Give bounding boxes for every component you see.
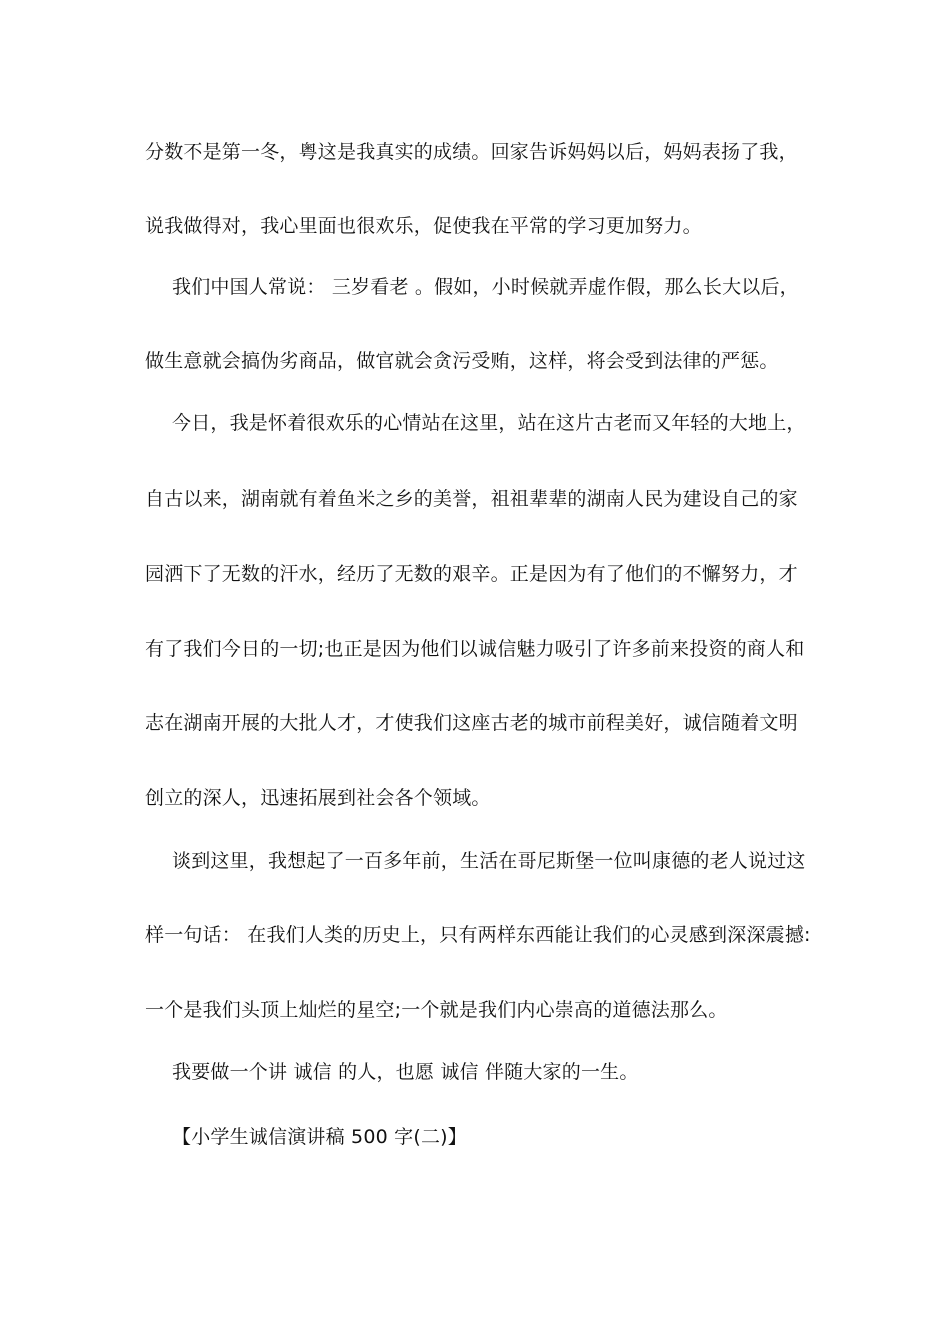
text-line-9: 志在湖南开展的大批人才，才使我们这座古老的城市前程美好，诚信随着文明: [145, 712, 798, 734]
text-line-6: 自古以来，湖南就有着鱼米之乡的美誉，祖祖辈辈的湖南人民为建设自己的家: [145, 488, 798, 510]
text-line-4: 做生意就会搞伪劣商品，做官就会贪污受贿，这样，将会受到法律的严惩。: [145, 350, 779, 372]
text-line-3: 我们中国人常说： 三岁看老 。假如，小时候就弄虚作假，那么长大以后，: [172, 276, 799, 298]
text-line-8: 有了我们今日的一切;也正是因为他们以诚信魅力吸引了许多前来投资的商人和: [145, 638, 805, 660]
text-line-11: 谈到这里，我想起了一百多年前，生活在哥尼斯堡一位叫康德的老人说过这: [172, 850, 806, 872]
text-line-5: 今日，我是怀着很欢乐的心情站在这里，站在这片古老而又年轻的大地上，: [172, 412, 806, 434]
text-line-7: 园洒下了无数的汗水，经历了无数的艰辛。正是因为有了他们的不懈努力，才: [145, 563, 798, 585]
section-heading: 【小学生诚信演讲稿 500 字(二)】: [172, 1126, 467, 1148]
text-line-2: 说我做得对，我心里面也很欢乐，促使我在平常的学习更加努力。: [145, 215, 702, 237]
text-line-13: 一个是我们头顶上灿烂的星空;一个就是我们内心崇高的道德法那么。: [145, 999, 728, 1021]
text-line-14: 我要做一个讲 诚信 的人，也愿 诚信 伴随大家的一生。: [172, 1061, 639, 1083]
text-line-12: 样一句话： 在我们人类的历史上，只有两样东西能让我们的心灵感到深深震撼:: [145, 924, 811, 946]
text-line-1: 分数不是第一冬，粤这是我真实的成绩。回家告诉妈妈以后，妈妈表扬了我，: [145, 141, 798, 163]
text-line-10: 创立的深人，迅速拓展到社会各个领域。: [145, 787, 491, 809]
